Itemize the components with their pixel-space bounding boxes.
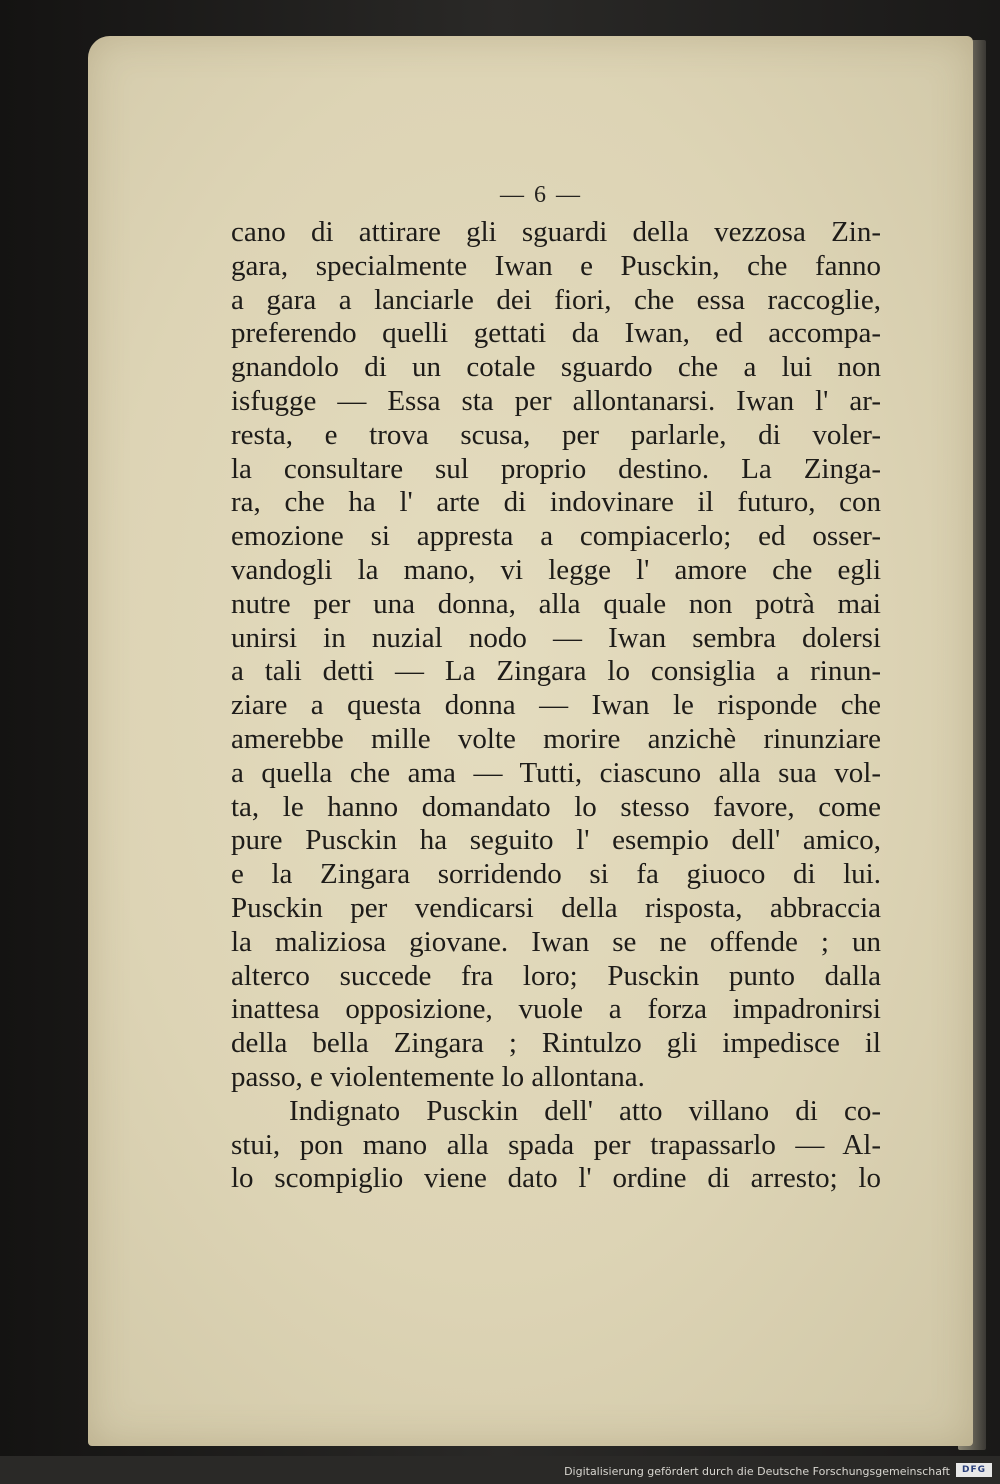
text-line: amerebbe mille volte morire anzichè rinunziare (231, 722, 881, 755)
text-line: nutre per una donna, alla quale non potrà mai (231, 587, 881, 620)
text-line: ra, che ha l' arte di indovinare il futuro, con (231, 486, 881, 519)
text-line: gara, specialmente Iwan e Pusckin, che fanno (231, 249, 881, 282)
text-line: pure Pusckin ha seguito l' esempio dell' amico, (231, 824, 881, 857)
text-line: ta, le hanno domandato lo stesso favore, come (231, 790, 881, 823)
text-line: e la Zingara sorridendo si fa giuoco di lui. (231, 858, 881, 891)
text-line: a quella che ama — Tutti, ciascuno alla sua vol- (231, 756, 881, 789)
text-line: resta, e trova scusa, per parlarle, di voler- (231, 418, 881, 451)
text-line: unirsi in nuzial nodo — Iwan sembra dolersi (231, 621, 881, 654)
text-line: della bella Zingara ; Rintulzo gli impedisce il (231, 1027, 881, 1060)
text-line: ziare a questa donna — Iwan le risponde che (231, 689, 881, 722)
text-line: la maliziosa giovane. Iwan se ne offende ; un (231, 925, 881, 958)
text-line: inattesa opposizione, vuole a forza impadronirsi (231, 993, 881, 1026)
text-line: lo scompiglio viene dato l' ordine di arresto; lo (231, 1162, 881, 1195)
text-line: cano di attirare gli sguardi della vezzosa Zin- (231, 216, 881, 248)
footer-credit: Digitalisierung gefördert durch die Deutsche Forschungsgemeinschaft (564, 1465, 950, 1478)
text-line: stui, pon mano alla spada per trapassarlo — Al- (231, 1128, 881, 1161)
text-line: vandogli la mano, vi legge l' amore che egli (231, 553, 881, 586)
text-line: preferendo quelli gettati da Iwan, ed accompa- (231, 317, 881, 350)
text-line: gnandolo di un cotale sguardo che a lui non (231, 351, 881, 384)
text-line: Indignato Pusckin dell' atto villano di co- (289, 1094, 881, 1127)
dfg-logo: DFG (956, 1463, 992, 1477)
text-line: a tali detti — La Zingara lo consiglia a rinun- (231, 655, 881, 688)
text-line: emozione si appresta a compiacerlo; ed osser- (231, 520, 881, 553)
text-line: la consultare sul proprio destino. La Zinga- (231, 452, 881, 485)
text-line: a gara a lanciarle dei fiori, che essa raccoglie, (231, 283, 881, 316)
text-line: Pusckin per vendicarsi della risposta, abbraccia (231, 891, 881, 924)
text-line: isfugge — Essa sta per allontanarsi. Iwan l' ar- (231, 384, 881, 417)
text-line: passo, e violentemente lo allontana. (231, 1060, 645, 1093)
text-line: alterco succede fra loro; Pusckin punto dalla (231, 959, 881, 992)
body-text (231, 216, 881, 1196)
page-number: — 6 — (500, 182, 582, 208)
